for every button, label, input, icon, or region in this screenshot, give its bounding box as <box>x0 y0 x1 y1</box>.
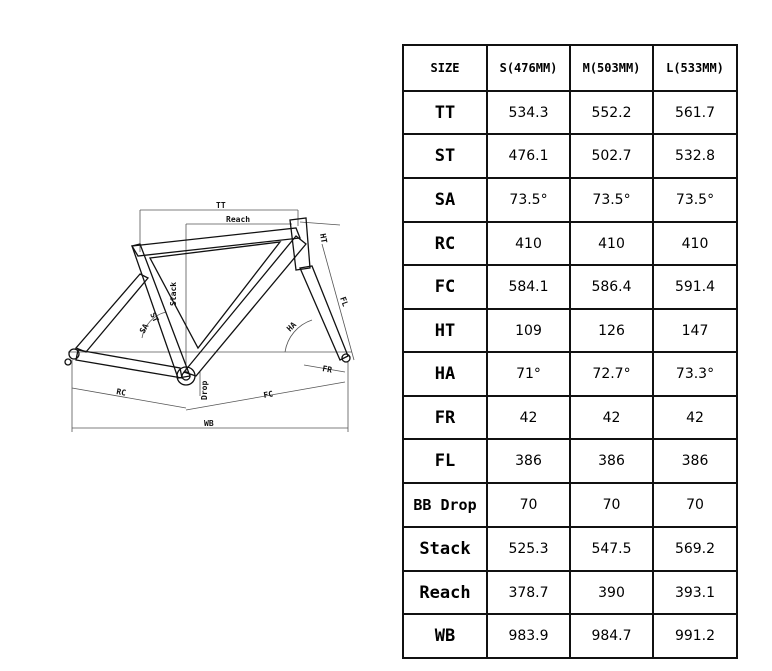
row-value-l: 70 <box>653 483 737 527</box>
row-value-m: 73.5° <box>570 178 653 222</box>
table-row <box>403 134 737 178</box>
row-value-l: 73.3° <box>653 352 737 396</box>
row-value-l: 561.7 <box>653 91 737 134</box>
row-value-l: 393.1 <box>653 571 737 614</box>
row-label: ST <box>403 134 487 178</box>
row-value-m: 410 <box>570 222 653 265</box>
row-label: FL <box>403 439 487 483</box>
table-row <box>403 571 737 614</box>
label-fr: FR <box>321 364 333 375</box>
label-wb: WB <box>204 419 214 428</box>
row-value-s: 410 <box>487 222 570 265</box>
row-label: FC <box>403 265 487 309</box>
row-value-m: 390 <box>570 571 653 614</box>
table-row <box>403 91 737 134</box>
row-value-l: 591.4 <box>653 265 737 309</box>
label-st: ST <box>148 311 161 324</box>
row-value-s: 73.5° <box>487 178 570 222</box>
label-fc: FC <box>262 389 274 400</box>
row-value-l: 42 <box>653 396 737 439</box>
row-value-s: 386 <box>487 439 570 483</box>
row-value-l: 73.5° <box>653 178 737 222</box>
table-row <box>403 309 737 352</box>
row-label: SA <box>403 178 487 222</box>
row-value-s: 983.9 <box>487 614 570 658</box>
row-value-s: 70 <box>487 483 570 527</box>
row-value-l: 569.2 <box>653 527 737 571</box>
row-value-l: 410 <box>653 222 737 265</box>
row-label: HA <box>403 352 487 396</box>
row-label: WB <box>403 614 487 658</box>
row-label: HT <box>403 309 487 352</box>
label-ht: HT <box>318 232 329 244</box>
row-value-s: 476.1 <box>487 134 570 178</box>
row-label: FR <box>403 396 487 439</box>
row-value-l: 532.8 <box>653 134 737 178</box>
row-value-m: 70 <box>570 483 653 527</box>
label-rc: RC <box>115 387 127 398</box>
label-ha: HA <box>285 320 299 334</box>
row-label: Stack <box>403 527 487 571</box>
header-size-l: L(533MM) <box>653 45 737 91</box>
row-value-s: 71° <box>487 352 570 396</box>
row-value-l: 147 <box>653 309 737 352</box>
row-value-l: 991.2 <box>653 614 737 658</box>
row-value-m: 386 <box>570 439 653 483</box>
row-value-s: 525.3 <box>487 527 570 571</box>
row-value-m: 586.4 <box>570 265 653 309</box>
row-value-m: 984.7 <box>570 614 653 658</box>
label-sa: SA <box>137 322 151 335</box>
frame-tubes <box>65 218 350 385</box>
row-label: Reach <box>403 571 487 614</box>
table-row <box>403 483 737 527</box>
row-label: TT <box>403 91 487 134</box>
header-size: SIZE <box>403 45 487 91</box>
table-row <box>403 439 737 483</box>
table-row <box>403 265 737 309</box>
table-row <box>403 352 737 396</box>
table-row <box>403 178 737 222</box>
label-stack: Stack <box>169 281 178 306</box>
row-value-l: 386 <box>653 439 737 483</box>
row-value-s: 378.7 <box>487 571 570 614</box>
header-size-m: M(503MM) <box>570 45 653 91</box>
row-value-m: 72.7° <box>570 352 653 396</box>
label-reach: Reach <box>226 215 251 224</box>
row-value-s: 42 <box>487 396 570 439</box>
row-value-s: 584.1 <box>487 265 570 309</box>
row-value-m: 547.5 <box>570 527 653 571</box>
geometry-table <box>402 44 738 659</box>
row-value-s: 534.3 <box>487 91 570 134</box>
label-tt: TT <box>216 201 226 210</box>
dimension-lines <box>68 210 354 432</box>
label-drop: Drop <box>200 380 209 400</box>
row-value-m: 42 <box>570 396 653 439</box>
row-label: RC <box>403 222 487 265</box>
table-header-row <box>403 45 737 91</box>
header-size-s: S(476MM) <box>487 45 570 91</box>
row-value-s: 109 <box>487 309 570 352</box>
table-row <box>403 396 737 439</box>
label-fl: FL <box>338 295 350 308</box>
table-row <box>403 527 737 571</box>
row-value-m: 126 <box>570 309 653 352</box>
row-label: BB Drop <box>403 483 487 527</box>
row-value-m: 502.7 <box>570 134 653 178</box>
frame-geometry-diagram <box>60 200 360 440</box>
table-row <box>403 614 737 658</box>
table-row <box>403 222 737 265</box>
row-value-m: 552.2 <box>570 91 653 134</box>
